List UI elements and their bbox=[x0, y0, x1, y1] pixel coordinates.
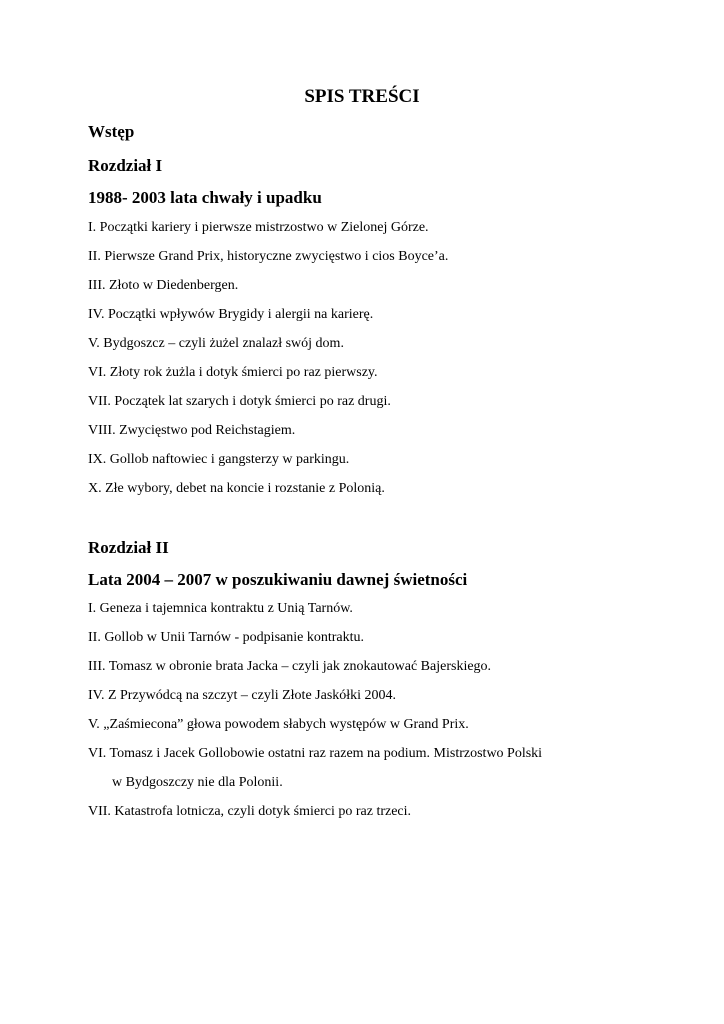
chapter-1-item: VII. Początek lat szarych i dotyk śmierci po raz drugi. bbox=[88, 394, 391, 409]
chapter-1-item: IX. Gollob naftowiec i gangsterzy w parkingu. bbox=[88, 452, 350, 467]
chapter-1-item: IV. Początki wpływów Brygidy i alergii na karierę. bbox=[88, 307, 374, 322]
intro-heading: Wstęp bbox=[88, 122, 135, 141]
chapter-1-item: II. Pierwsze Grand Prix, historyczne zwycięstwo i cios Boyce’a. bbox=[88, 249, 449, 264]
chapter-1-item: VIII. Zwycięstwo pod Reichstagiem. bbox=[88, 423, 296, 438]
chapter-1-item: VI. Złoty rok żużla i dotyk śmierci po raz pierwszy. bbox=[88, 365, 378, 380]
chapter-1-item: I. Początki kariery i pierwsze mistrzostwo w Zielonej Górze. bbox=[88, 220, 429, 235]
chapter-2-item: I. Geneza i tajemnica kontraktu z Unią Tarnów. bbox=[88, 601, 353, 616]
page-title: SPIS TREŚCI bbox=[304, 86, 420, 107]
chapter-1-subtitle: 1988- 2003 lata chwały i upadku bbox=[88, 188, 322, 207]
chapter-1-heading: Rozdział I bbox=[88, 156, 163, 175]
chapter-2-heading: Rozdział II bbox=[88, 538, 169, 557]
chapter-1-item: V. Bydgoszcz – czyli żużel znalazł swój dom. bbox=[88, 336, 344, 351]
chapter-2-item: III. Tomasz w obronie brata Jacka – czyli jak znokautować Bajerskiego. bbox=[88, 659, 492, 674]
chapter-2-subtitle: Lata 2004 – 2007 w poszukiwaniu dawnej świetności bbox=[88, 570, 468, 589]
chapter-2-item-continuation: w Bydgoszczy nie dla Polonii. bbox=[112, 775, 283, 790]
chapter-2-item: VI. Tomasz i Jacek Gollobowie ostatni raz razem na podium. Mistrzostwo Polski bbox=[88, 746, 543, 761]
chapter-1-item: X. Złe wybory, debet na koncie i rozstanie z Polonią. bbox=[88, 481, 385, 496]
chapter-2-item: V. „Zaśmiecona” głowa powodem słabych występów w Grand Prix. bbox=[88, 717, 469, 732]
chapter-2-item: IV. Z Przywódcą na szczyt – czyli Złote Jaskółki 2004. bbox=[88, 688, 397, 703]
chapter-1-item: III. Złoto w Diedenbergen. bbox=[88, 278, 239, 293]
chapter-2-item: VII. Katastrofa lotnicza, czyli dotyk śmierci po raz trzeci. bbox=[88, 804, 412, 819]
chapter-2-item: II. Gollob w Unii Tarnów - podpisanie kontraktu. bbox=[88, 630, 364, 645]
